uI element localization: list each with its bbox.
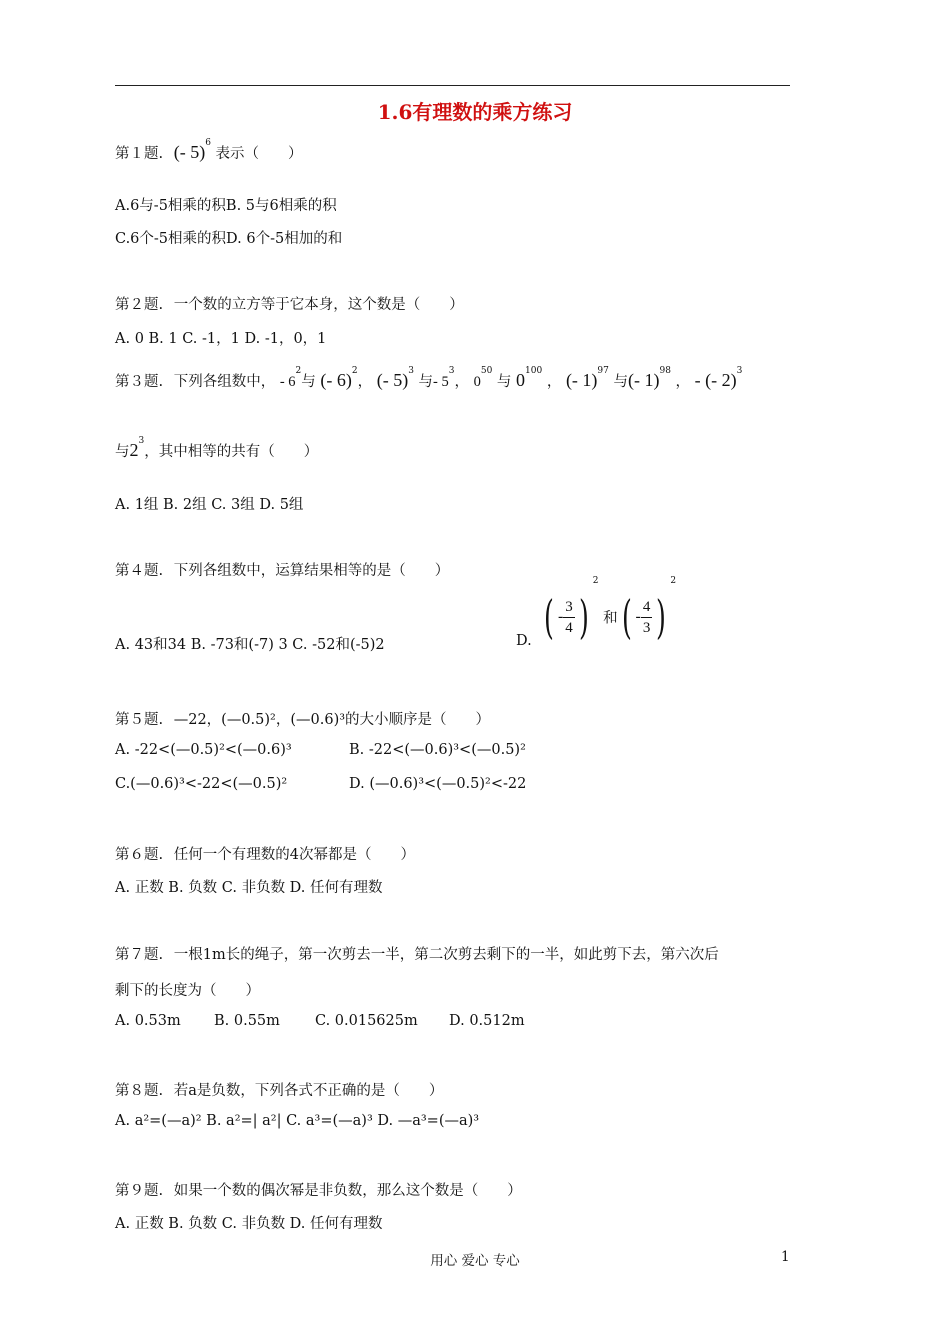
question-text: 一个数的立方等于它本身，这个数是（ ） (173, 297, 464, 313)
fraction (563, 597, 575, 638)
math-expression: (- 5) (376, 370, 409, 390)
question-6 (115, 843, 415, 864)
connector-text: 与 (301, 374, 316, 390)
math-exponent: 2 (592, 576, 599, 586)
math-expression: (- 6) (320, 370, 352, 390)
fraction-numerator: 4 (641, 597, 653, 618)
fraction-denominator: 4 (565, 619, 573, 636)
options-line: A.6与-5相乘的积B. 5与6相乘的积 (115, 198, 337, 214)
question-label: 第２题. (115, 297, 164, 313)
question-label: 第７题. (115, 947, 164, 963)
math-expression: 0 (516, 370, 526, 390)
option-d: D. 0.512m (449, 1013, 525, 1029)
option-a: A. -22<(—0.5)²<(—0.6)³ (115, 742, 292, 758)
left-paren: ( (621, 590, 632, 644)
left-paren: ( (544, 590, 554, 644)
question-text: ，其中相等的共有（ ） (144, 444, 319, 460)
question-label: 第３题. (115, 374, 164, 390)
math-expression: (- 1) (627, 370, 660, 390)
option-d-expression (540, 576, 677, 650)
option-a: A. 0.53m (115, 1013, 181, 1029)
connector-text: 与 (613, 374, 628, 390)
options-line: C.6个-5相乘的积D. 6个-5相加的和 (115, 231, 343, 247)
math-exponent: 3 (408, 366, 414, 376)
fraction (641, 597, 653, 638)
connector-text: 与 (418, 374, 434, 390)
options-line: A. 1组 B. 2组 C. 3组 D. 5组 (115, 497, 304, 513)
right-paren: ) (578, 590, 589, 644)
math-exponent: 3 (736, 366, 743, 376)
question-text: 若a是负数，下列各式不正确的是（ ） (173, 1083, 444, 1099)
right-paren: ) (656, 590, 667, 644)
math-exponent: 2 (670, 576, 677, 586)
question-3-continued (115, 436, 319, 461)
math-exponent: 50 (480, 366, 493, 376)
separator: ， (546, 374, 562, 390)
options-line: A. 正数 B. 负数 C. 非负数 D. 任何有理数 (115, 880, 383, 896)
separator: ， (454, 374, 469, 390)
question-5 (115, 708, 490, 729)
connector-text: 与 (496, 374, 512, 390)
fraction-numerator: 3 (563, 597, 575, 618)
math-expression: (- 5) (173, 142, 206, 162)
connector-text: 和 (603, 610, 618, 627)
question-label: 第９题. (115, 1183, 164, 1199)
question-text-continued: 剩下的长度为（ ） (115, 983, 260, 999)
options-line: A. 43和34 B. -73和(-7) 3 C. -52和(-5)2 (115, 637, 385, 653)
separator: ， (675, 374, 691, 390)
math-expression: - 5 (433, 374, 449, 390)
question-9 (115, 1179, 522, 1200)
question-8 (115, 1079, 443, 1100)
question-label: 第５题. (115, 712, 164, 728)
question-7 (115, 943, 719, 964)
math-expression: - 6 (279, 374, 296, 390)
connector-text: 与 (115, 444, 130, 460)
math-expression: (- 1) (565, 370, 598, 390)
question-label: 第８题. (115, 1083, 164, 1099)
math-expression: - (- 2) (694, 370, 737, 390)
option-b: B. -22<(—0.6)³<(—0.5)² (349, 742, 526, 758)
option-b: B. 0.55m (214, 1013, 280, 1029)
math-expression: 2 (129, 440, 139, 460)
question-label: 第４题. (115, 563, 164, 579)
question-text: 下列各组数中，运算结果相等的是（ ） (173, 563, 450, 579)
option-d-label: D. (516, 633, 532, 649)
header-rule (115, 85, 790, 86)
math-exponent: 2 (295, 366, 302, 376)
math-exponent: 3 (448, 366, 455, 376)
math-exponent: 98 (659, 366, 671, 376)
options-line: A. 正数 B. 负数 C. 非负数 D. 任何有理数 (115, 1216, 383, 1232)
question-2 (115, 293, 464, 314)
math-exponent: 100 (525, 366, 543, 376)
question-text: —22，(—0.5)²，(—0.6)³的大小顺序是（ ） (173, 712, 491, 728)
question-1 (115, 138, 303, 163)
question-label: 第６题. (115, 847, 164, 863)
math-exponent: 97 (597, 366, 609, 376)
question-text: 如果一个数的偶次幂是非负数，那么这个数是（ ） (173, 1183, 522, 1199)
page-number: 1 (781, 1249, 790, 1265)
options-line: A. 0 B. 1 C. -1，1 D. -1，0，1 (115, 331, 327, 347)
page-title: 1.6有理数的乘方练习 (377, 100, 573, 124)
question-3 (115, 366, 743, 391)
fraction-denominator: 3 (642, 619, 651, 636)
minus-sign: - (557, 608, 564, 625)
question-text: 表示（ ） (215, 146, 303, 162)
question-4 (115, 559, 449, 580)
math-expression: 0 (473, 374, 481, 390)
page-footer: 用心 爱心 专心 (430, 1253, 520, 1269)
options-line: A. a²=(—a)² B. a²=| a²| C. a³=(—a)³ D. —a³=(—a)³ (115, 1113, 480, 1129)
option-d: D. (—0.6)³<(—0.5)²<-22 (349, 776, 527, 792)
math-exponent: 2 (351, 366, 358, 376)
minus-sign: - (635, 608, 641, 625)
question-text: 下列各组数中， (173, 374, 276, 390)
question-text: 任何一个有理数的4次幂都是（ ） (173, 847, 415, 863)
math-exponent: 6 (205, 138, 211, 148)
option-c: C. 0.015625m (315, 1013, 418, 1029)
separator: ， (357, 374, 373, 390)
question-label: 第１题. (115, 146, 164, 162)
option-c: C.(—0.6)³<-22<(—0.5)² (115, 776, 288, 792)
question-text: 一根1m长的绳子，第一次剪去一半，第二次剪去剩下的一半，如此剪下去，第六次后 (173, 947, 719, 963)
math-exponent: 3 (138, 436, 145, 446)
